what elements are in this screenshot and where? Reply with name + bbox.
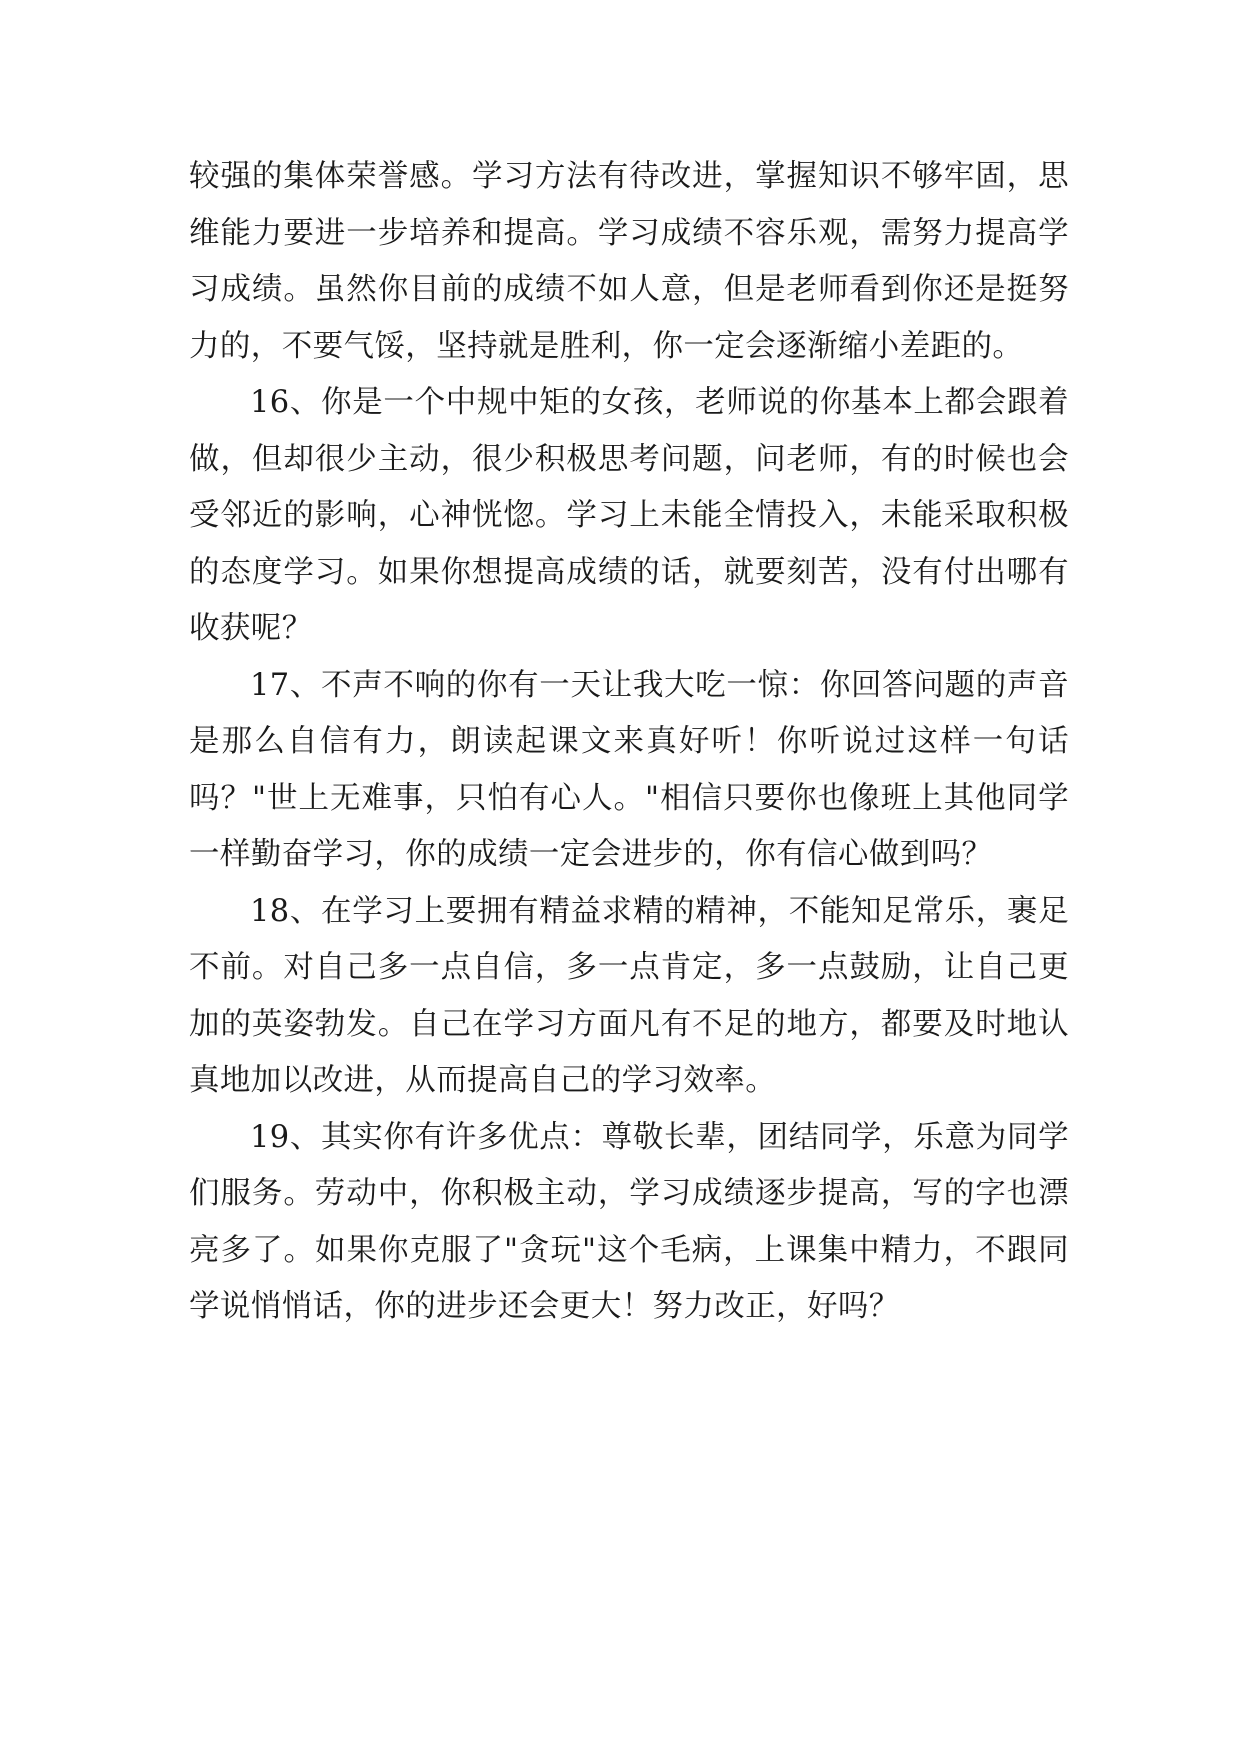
paragraph-continuation: 较强的集体荣誉感。学习方法有待改进，掌握知识不够牢固，思维能力要进一步培养和提高。学习成绩不容乐观，需努力提高学习成绩。虽然你目前的成绩不如人意，但是老师看到你还是挺努力的，不要气馁，坚持就是胜利，你一定会逐渐缩小差距的。	[189, 159, 1069, 364]
paragraph-comment-19: 19、其实你有许多优点：尊敬长辈，团结同学，乐意为同学们服务。劳动中，你积极主动，学习成绩逐步提高，写的字也漂亮多了。如果你克服了"贪玩"这个毛病，上课集中精力，不跟同学说悄悄话，你的进步还会更大！努力改正，好吗？	[189, 1119, 1069, 1324]
paragraph-comment-16: 16、你是一个中规中矩的女孩，老师说的你基本上都会跟着做，但却很少主动，很少积极思考问题，问老师，有的时候也会受邻近的影响，心神恍惚。学习上未能全情投入，未能采取积极的态度学习。如果你想提高成绩的话，就要刻苦，没有付出哪有收获呢？	[189, 385, 1069, 646]
paragraph-comment-17: 17、不声不响的你有一天让我大吃一惊：你回答问题的声音是那么自信有力，朗读起课文来真好听！你听说过这样一句话吗？"世上无难事，只怕有心人。"相信只要你也像班上其他同学一样勤奋学习，你的成绩一定会进步的，你有信心做到吗？	[189, 667, 1069, 872]
document-body	[189, 149, 1069, 1336]
paragraph-comment-18: 18、在学习上要拥有精益求精的精神，不能知足常乐，裹足不前。对自己多一点自信，多一点肯定，多一点鼓励，让自己更加的英姿勃发。自己在学习方面凡有不足的地方，都要及时地认真地加以改进，从而提高自己的学习效率。	[189, 893, 1069, 1098]
